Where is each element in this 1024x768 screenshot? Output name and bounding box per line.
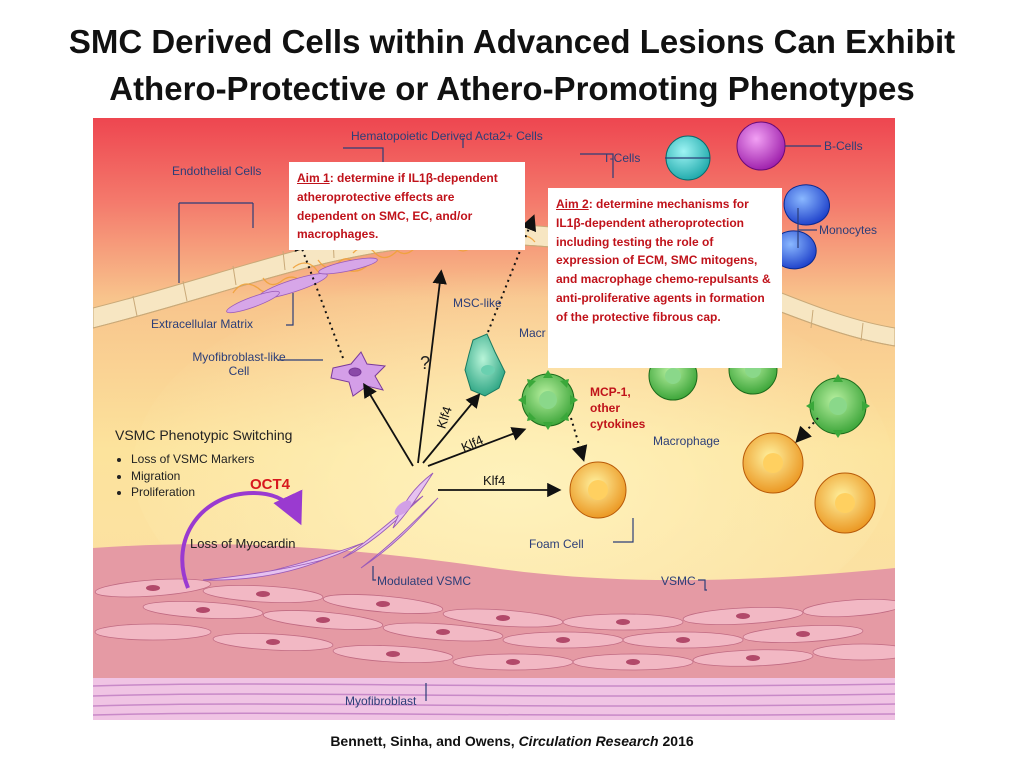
label-myofibroblast-like-cell: Myofibroblast-like Cell (192, 350, 286, 378)
aim-1-text: : determine if IL1β-dependent atheroprotective effects are dependent on SMC, EC, and/or macrophages. (297, 171, 498, 242)
slide-title-line-2: Athero-Protective or Athero-Promoting Phenotypes (109, 70, 915, 107)
switching-item: • Proliferation (131, 484, 254, 501)
label-t-cells: T-Cells (603, 151, 641, 165)
mcp-cytokines-label: MCP-1, other cytokines (590, 385, 646, 431)
slide-title-line-1: SMC Derived Cells within Advanced Lesions Can Exhibit (68, 23, 956, 60)
lesion-figure (93, 118, 895, 720)
question-mark: ? (420, 353, 431, 373)
label-monocytes: Monocytes (819, 223, 878, 237)
label-klf4-macrophage: Klf4 (458, 432, 486, 455)
label-endothelial-cells: Endothelial Cells (172, 164, 262, 178)
label-macrophage-partial: Macr (519, 326, 546, 340)
label-extracellular-matrix: Extracellular Matrix (151, 317, 254, 331)
label-modulated-vsmc: Modulated VSMC (377, 574, 472, 588)
aim-1-label: Aim 1 (297, 171, 330, 185)
label-msc-like: MSC-like (453, 296, 502, 310)
aim-1-box (289, 162, 525, 250)
aim-2-box (548, 188, 782, 368)
aim-2-label: Aim 2 (556, 197, 589, 211)
switching-item: • Loss of VSMC Markers (131, 451, 254, 468)
aim-2-text: : determine mechanisms for IL1β-dependent atheroprotection including testing the role of expression of ECM, SMC mitogens, and macrophage chemo-repulsants & anti-proliferative agents in formation of the protective fibrous cap. (556, 197, 771, 324)
label-klf4-foam: Klf4 (483, 473, 506, 488)
switching-title: VSMC Phenotypic Switching (115, 427, 293, 443)
citation-journal: Circulation Research (518, 733, 659, 749)
label-loss-of-myocardin: Loss of Myocardin (190, 536, 296, 551)
oct4-label: OCT4 (250, 476, 291, 493)
switching-item: • Migration (131, 468, 254, 485)
label-b-cells: B-Cells (824, 139, 863, 153)
label-myofibroblast: Myofibroblast (345, 694, 417, 708)
label-klf4-msc: Klf4 (433, 404, 455, 431)
citation: Bennett, Sinha, and Owens, Circulation Research 2016 (330, 733, 694, 749)
switching-list (115, 451, 254, 501)
label-vsmc: VSMC (661, 574, 696, 588)
label-foam-cell: Foam Cell (529, 537, 584, 551)
label-hematopoietic: Hematopoietic Derived Acta2+ Cells (351, 129, 543, 143)
b-cell (737, 122, 785, 170)
label-macrophage: Macrophage (653, 434, 720, 448)
